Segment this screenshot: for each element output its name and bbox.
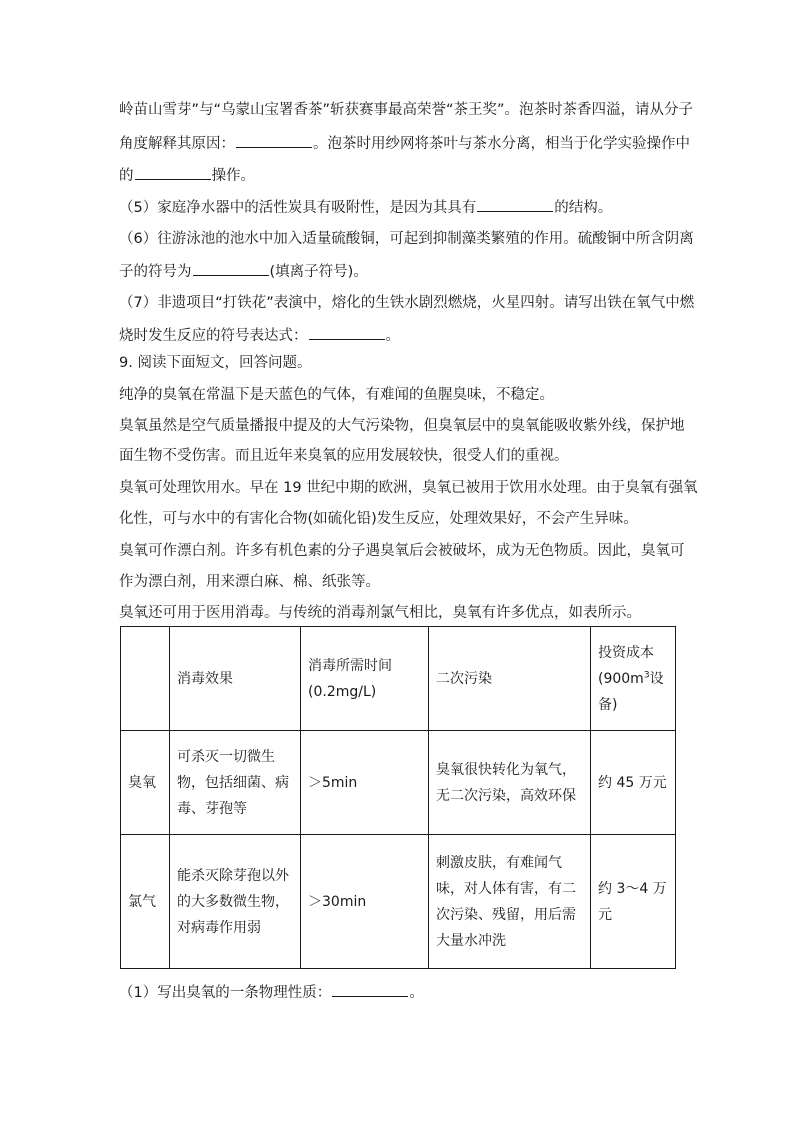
header-blank-cell: [121, 627, 170, 731]
passage-line-2: 臭氧虽然是空气质量播报中提及的大气污染物，但臭氧层中的臭氧能吸收紫外线，保护地: [119, 418, 685, 434]
passage-line-4: 臭氧可处理饮用水。早在 19 世纪中期的欧洲，臭氧已被用于饮用水处理。由于臭氧有强氧: [119, 480, 698, 496]
question-6: （6）往游泳池的池水中加入适量硫酸铜，可起到抑制藻类繁殖的作用。硫酸铜中所含阴离: [119, 231, 694, 247]
passage-line-3: 面生物不受伤害。而且近年来臭氧的应用发展较快，很受人们的重视。: [119, 448, 569, 464]
question-9-title: 9. 阅读下面短文，回答问题。: [119, 355, 312, 371]
row-pollution: 刺激皮肤，有难闻气 味，对人体有害，有二 次污染、残留，用后需 大量水冲洗: [429, 835, 591, 969]
answer-blank-structure[interactable]: [477, 197, 553, 212]
sub-question-1: （1）写出臭氧的一条物理性质： 。: [119, 982, 424, 1003]
table-row: [121, 731, 676, 835]
question-6-cont: 子的符号为 (填离子符号)。: [119, 261, 368, 282]
header-time: 消毒所需时间 (0.2mg/L): [301, 627, 429, 731]
comparison-table: [120, 626, 676, 969]
header-cost: 投资成本 ($900m^3$设 备): [591, 627, 676, 731]
header-pollution: 二次污染: [429, 627, 591, 731]
passage-line-7: 作为漂白剂，用来漂白麻、棉、纸张等。: [119, 574, 380, 590]
answer-blank-odor[interactable]: [236, 133, 312, 148]
question-5: （5）家庭净水器中的活性炭具有吸附性，是因为其具有 的结构。: [119, 197, 612, 218]
row-time: ＞30min: [301, 835, 429, 969]
text-line-2: 角度解释其原因： 。泡茶时用纱网将茶叶与茶水分离，相当于化学实验操作中: [119, 133, 690, 154]
answer-blank-operation[interactable]: [135, 165, 211, 180]
row-effect: 可杀灭一切微生 物，包括细菌、病 毒、芽孢等: [170, 731, 301, 835]
table-row: [121, 835, 676, 969]
answer-blank-physical-property[interactable]: [332, 982, 408, 997]
row-effect: 能杀灭除芽孢以外 的大多数微生物， 对病毒作用弱: [170, 835, 301, 969]
answer-blank-equation[interactable]: [309, 325, 385, 340]
passage-line-5: 化性，可与水中的有害化合物(如硫化铅)发生反应，处理效果好，不会产生异味。: [119, 511, 638, 527]
question-7: （7）非遗项目“打铁花”表演中，熔化的生铁水剧烈燃烧，火星四射。请写出铁在氧气中燃: [119, 295, 695, 311]
answer-blank-ion[interactable]: [193, 261, 269, 276]
row-pollution: 臭氧很快转化为氧气， 无二次污染，高效环保: [429, 731, 591, 835]
table-header-row: [121, 627, 676, 731]
question-7-cont: 烧时发生反应的符号表达式： 。: [119, 325, 400, 346]
passage-line-1: 纯净的臭氧在常温下是天蓝色的气体，有难闻的鱼腥臭味，不稳定。: [119, 387, 554, 403]
row-time: ＞5min: [301, 731, 429, 835]
row-cost: 约 45 万元: [591, 731, 676, 835]
header-effect: 消毒效果: [170, 627, 301, 731]
text-line-1: 岭苗山雪芽”与“乌蒙山宝署香茶”斩获赛事最高荣誉“茶王奖”。泡茶时茶香四溢，请从分子: [119, 102, 694, 118]
row-name: 臭氧: [121, 731, 170, 835]
passage-line-8: 臭氧还可用于医用消毒。与传统的消毒剂氯气相比，臭氧有许多优点，如表所示。: [119, 605, 641, 621]
row-cost: 约 3～4 万 元: [591, 835, 676, 969]
text-line-3: 的 操作。: [119, 165, 255, 186]
passage-line-6: 臭氧可作漂白剂。许多有机色素的分子遇臭氧后会被破坏，成为无色物质。因此，臭氧可: [119, 543, 685, 559]
row-name: 氯气: [121, 835, 170, 969]
